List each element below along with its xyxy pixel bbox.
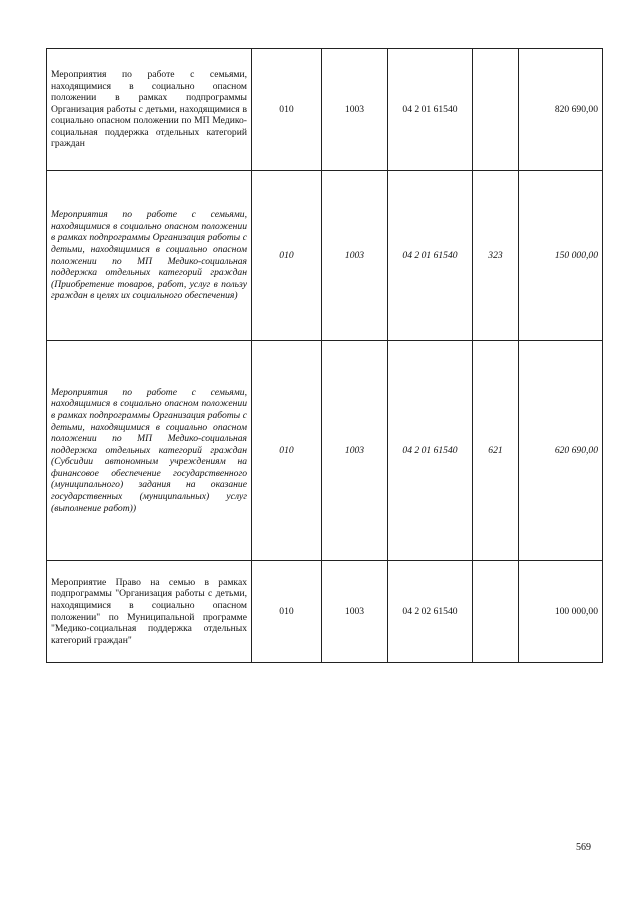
budget-table <box>46 48 603 663</box>
row-section-cell: 1003 <box>322 341 388 561</box>
table-row <box>47 49 603 171</box>
row-target-cell: 04 2 01 61540 <box>388 49 473 171</box>
row-amount-cell: 620 690,00 <box>519 341 603 561</box>
row-expense-type-cell <box>473 561 519 663</box>
row-name-cell: Мероприятие Право на семью в рамках подпрограммы "Организация работы с детьми, находящимися в социально опасном положении" по Муниципальной программе "Медико-социальная поддержка отдельных категорий граждан" <box>47 561 252 663</box>
row-amount-cell: 150 000,00 <box>519 171 603 341</box>
table-row <box>47 171 603 341</box>
row-section-cell: 1003 <box>322 561 388 663</box>
row-code-cell: 010 <box>252 341 322 561</box>
row-amount-cell: 100 000,00 <box>519 561 603 663</box>
row-name-cell: Мероприятия по работе с семьями, находящимися в социально опасном положении в рамках подпрограммы Организация работы с детьми, находящимися в социально опасном положении по МП Медико-социальная поддержка отдельных категорий граждан (Приобретение товаров, работ, услуг в пользу граждан в целях их социального обеспечения) <box>47 171 252 341</box>
row-amount-cell: 820 690,00 <box>519 49 603 171</box>
row-section-cell: 1003 <box>322 49 388 171</box>
row-target-cell: 04 2 02 61540 <box>388 561 473 663</box>
row-expense-type-cell <box>473 49 519 171</box>
table-row <box>47 341 603 561</box>
row-expense-type-cell: 323 <box>473 171 519 341</box>
page-number: 569 <box>576 842 591 853</box>
row-code-cell: 010 <box>252 561 322 663</box>
row-expense-type-cell: 621 <box>473 341 519 561</box>
row-name-cell: Мероприятия по работе с семьями, находящимися в социально опасном положении в рамках подпрограммы Организация работы с детьми, находящимися в социально опасном положении по МП Медико-социальная поддержка отдельных категорий граждан <box>47 49 252 171</box>
row-code-cell: 010 <box>252 171 322 341</box>
row-target-cell: 04 2 01 61540 <box>388 171 473 341</box>
row-code-cell: 010 <box>252 49 322 171</box>
table-row <box>47 561 603 663</box>
row-section-cell: 1003 <box>322 171 388 341</box>
row-name-cell: Мероприятия по работе с семьями, находящимися в социально опасном положении в рамках подпрограммы Организация работы с детьми, находящимися в социально опасном положении по МП Медико-социальная поддержка отдельных категорий граждан (Субсидии автономным учреждениям на финансовое обеспечение государственного (муниципального) задания на оказание государственных (муниципальных) услуг (выполнение работ)) <box>47 341 252 561</box>
row-target-cell: 04 2 01 61540 <box>388 341 473 561</box>
